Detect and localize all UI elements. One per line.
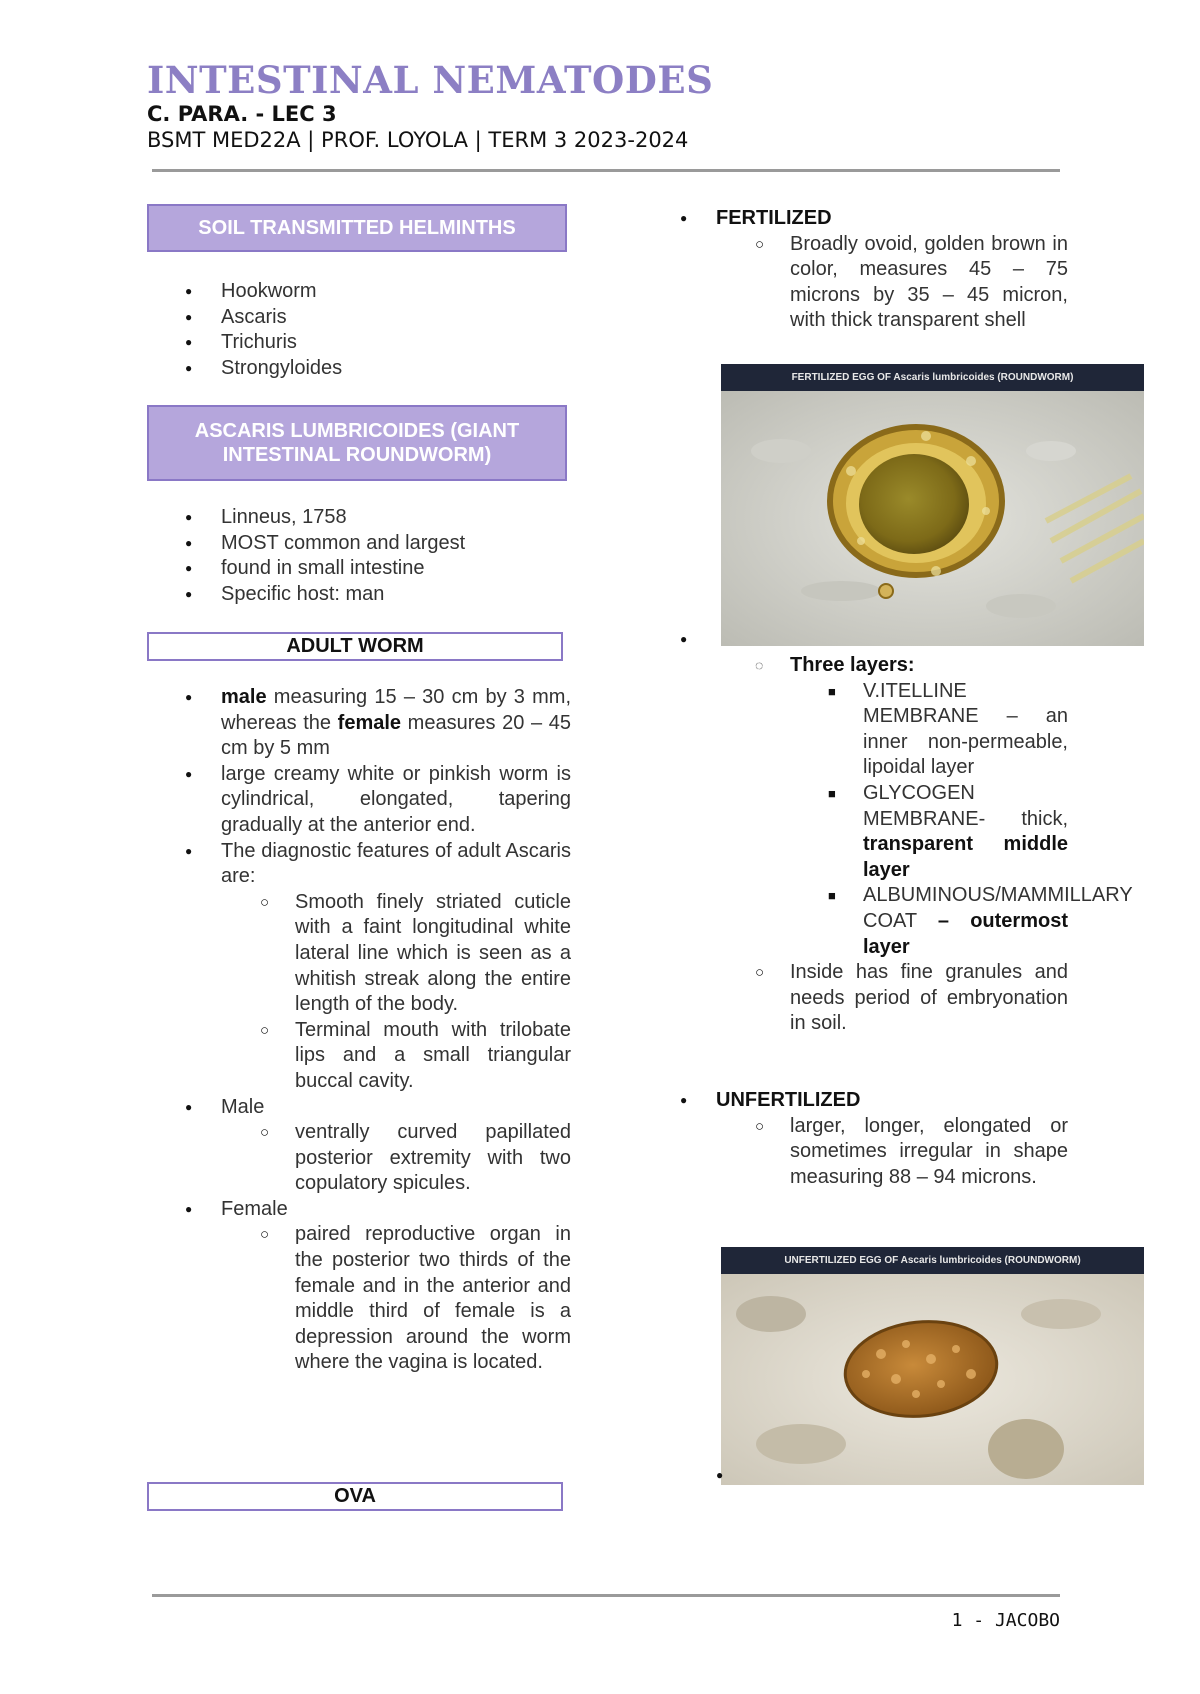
empty-bullet (716, 1468, 736, 1494)
layer-albuminous-name: ALBUMINOUS/MAMMILLARY COAT (863, 884, 1133, 932)
list-item: ○ ventrally curved papillated posterior extremity with two copulatory spicules. (295, 1120, 571, 1197)
size-text-1: measuring 15 – 30 cm by 3 mm, whereas the (221, 686, 571, 734)
list-item: ● found in small intestine (221, 556, 571, 582)
layer-vitelline-name: V.ITELLINE MEMBRANE (863, 679, 979, 728)
course-code: C. PARA. - LEC 3 (147, 102, 337, 126)
unfertilized-egg-image (721, 1274, 1144, 1485)
list-item (863, 679, 1068, 781)
list-item: ○ paired reproductive organ in the posterior two thirds of the female and in the anterior and middle third of female is a depression around the worm where the vagina is located. (295, 1222, 571, 1376)
section-heading-adult-worm: ADULT WORM (147, 632, 563, 661)
male-label-bold: male (221, 686, 267, 708)
section-heading-sth (147, 204, 567, 252)
list-item: ○ Inside has fine granules and needs period of embryonation in soil. (790, 960, 1068, 1037)
section-heading-sth-label: SOIL TRANSMITTED HELMINTHS (198, 217, 516, 239)
list-item: ● large creamy white or pinkish worm is cylindrical, elongated, tapering gradually at the anterior end. (221, 762, 571, 839)
footer-divider (152, 1594, 1060, 1597)
list-item: ○ Smooth finely striated cuticle with a faint longitudinal white lateral line which is seen as a whitish streak along the entire length of the body. (295, 890, 571, 1018)
list-item: ○ Broadly ovoid, golden brown in color, measures 45 – 75 microns by 35 – 45 micron, with thick transparent shell (790, 232, 1068, 334)
layers-block (716, 627, 1133, 1037)
list-item (221, 1197, 571, 1376)
list-item: ● Strongyloides (221, 356, 571, 382)
list-item: ● Specific host: man (221, 582, 571, 608)
sth-list (221, 279, 571, 381)
size-text-2: measures 20 – 45 cm by 5 mm (221, 711, 572, 760)
adult-worm-list (221, 685, 571, 1376)
male-sublist (295, 1120, 571, 1197)
layer-albuminous-bold: – outermost layer (863, 909, 1068, 958)
unfertilized-label: ● UNFERTILIZED (716, 1088, 1068, 1114)
section-heading-ascaris-label: ASCARIS LUMBRICOIDES (GIANT INTESTINAL ROUNDWORM) (194, 420, 520, 466)
list-item: ● MOST common and largest (221, 531, 571, 557)
list-item (221, 685, 571, 762)
layer-list (863, 679, 1133, 961)
layer-glycogen-bold: transparent middle layer (863, 833, 1068, 881)
list-item (790, 653, 1133, 960)
layers-sublist (790, 653, 1133, 1037)
list-item: ○ Terminal mouth with trilobate lips and a small triangular buccal cavity. (295, 1018, 571, 1095)
empty-bullet (716, 627, 1068, 653)
female-sublist (295, 1222, 571, 1376)
page-title: INTESTINAL NEMATODES (147, 58, 714, 102)
layer-vitelline-desc: – an inner non-permeable, lipoidal layer (863, 705, 1068, 779)
list-item: ● Linneus, 1758 (221, 505, 571, 531)
fertilized-egg-photo (721, 364, 1144, 646)
unfertilized-sublist (790, 1114, 1068, 1191)
diagnostic-sublist (295, 890, 571, 1095)
list-item: ● Hookworm (221, 279, 571, 305)
section-heading-ova: OVA (147, 1482, 563, 1511)
list-item: ○ larger, longer, elongated or sometimes irregular in shape measuring 88 – 94 microns. (790, 1114, 1068, 1191)
diagnostic-intro: The diagnostic features of adult Ascaris are: (221, 839, 571, 888)
photo-caption: UNFERTILIZED EGG OF Ascaris lumbricoides (ROUNDWORM) (721, 1247, 1144, 1274)
list-item (863, 883, 1133, 960)
layer-glycogen-name: GLYCOGEN MEMBRANE- thick, (863, 781, 1068, 830)
unfertilized-egg-photo (721, 1247, 1144, 1485)
fertilized-egg-image (721, 391, 1144, 646)
male-heading: Male (221, 1095, 265, 1118)
list-item (863, 781, 1068, 883)
header-divider (152, 169, 1060, 172)
female-label-bold: female (337, 711, 402, 734)
course-details: BSMT MED22A | PROF. LOYOLA | TERM 3 2023-2024 (147, 128, 689, 152)
photo-caption: FERTILIZED EGG OF Ascaris lumbricoides (ROUNDWORM) (721, 364, 1144, 391)
fertilized-label: ● FERTILIZED (716, 206, 1068, 232)
unfertilized-block (716, 1088, 1068, 1190)
page-footer: 1 - JACOBO (951, 1610, 1060, 1631)
fertilized-sublist (790, 232, 1068, 334)
fertilized-block (716, 206, 1068, 334)
list-item: ● Trichuris (221, 330, 571, 356)
section-heading-ascaris (147, 405, 567, 481)
list-item (221, 839, 571, 1095)
list-item: ● Ascaris (221, 305, 571, 331)
female-heading: Female (221, 1197, 288, 1220)
list-item (221, 1095, 571, 1197)
ascaris-list (221, 505, 571, 607)
three-layers-label: Three layers: (790, 654, 915, 676)
